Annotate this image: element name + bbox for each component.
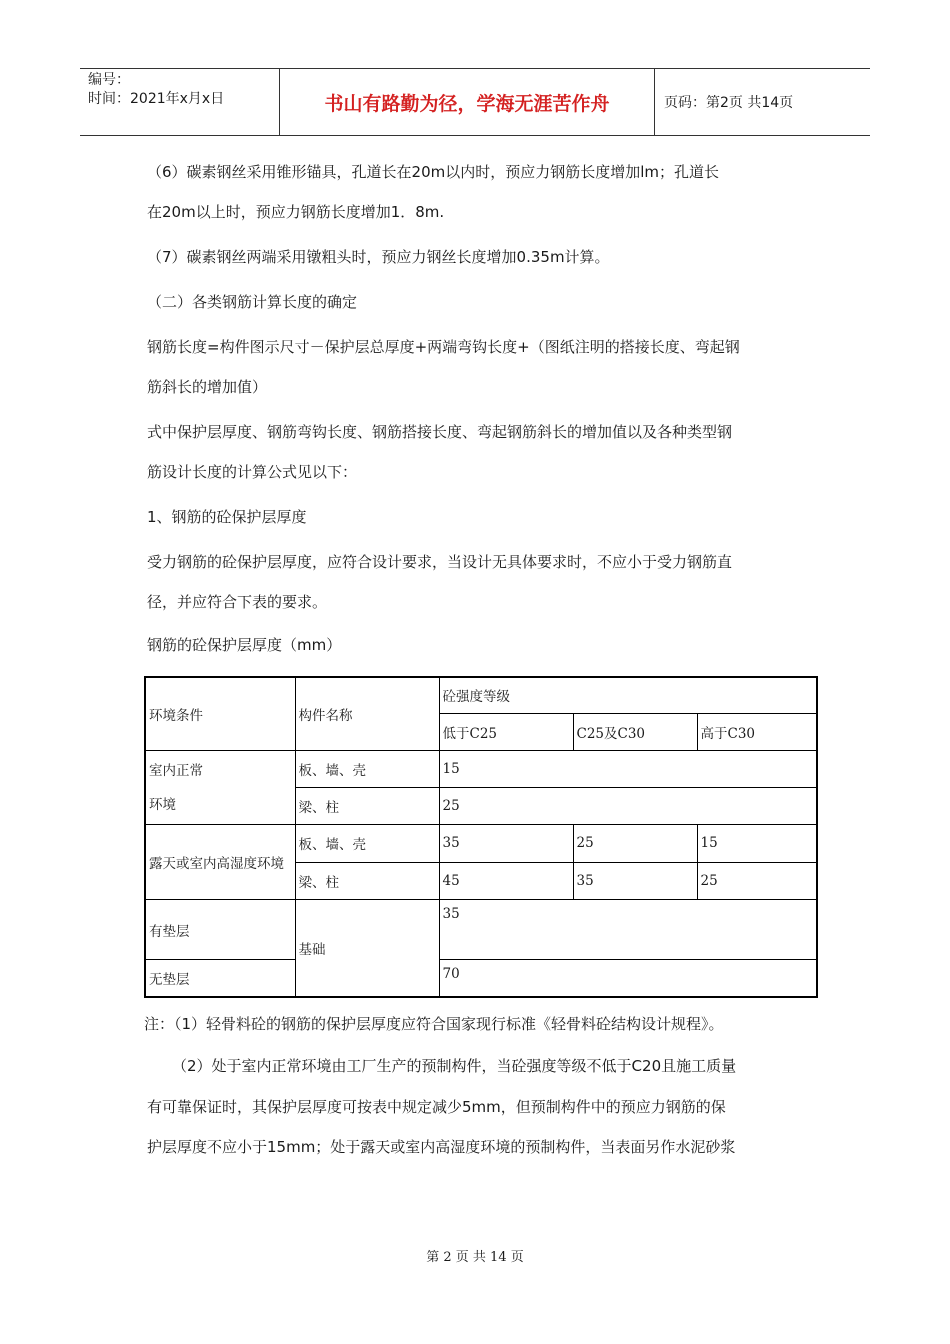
table-caption: 钢筋的砼保护层厚度（mm） [147,636,342,654]
paragraph-line: （6）碳素钢丝采用锥形锚具，孔道长在20m以内时，预应力钢筋长度增加lm；孔道长 [147,163,720,181]
note-line: 注：（1）轻骨料砼的钢筋的保护层厚度应符合国家现行标准《轻骨料砼结构设计规程》。 [144,1015,724,1033]
note-line: 有可靠保证时，其保护层厚度可按表中规定减少5mm，但预制构件中的预应力钢筋的保 [147,1098,726,1116]
cushion-without-cell: 无垫层 [145,960,295,997]
value-cell: 70 [439,960,817,997]
cushion-with-cell: 有垫层 [145,899,295,959]
member-cell: 板、墙、壳 [295,825,439,862]
header-high-cell: 高于C30 [697,713,817,750]
paragraph-line: 筋设计长度的计算公式见以下： [147,463,358,481]
subsection-heading: 1、钢筋的砼保护层厚度 [147,508,307,526]
indoor-env-line: 室内正常 [149,762,203,779]
paragraph-line: 在20m以上时，预应力钢筋长度增加1．8m. [147,203,445,221]
value-cell: 35 [439,899,817,959]
value-cell: 35 [439,825,573,862]
header-env-cell: 环境条件 [145,677,295,750]
value-cell: 25 [573,825,697,862]
header-page-info: 页码：第2页 共14页 [664,95,794,111]
member-cell: 梁、柱 [295,788,439,825]
header-member-cell: 构件名称 [295,677,439,750]
header-meta [80,69,280,135]
note-line: 护层厚度不应小于15mm；处于露天或室内高湿度环境的预制构件，当表面另作水泥砂浆 [147,1138,736,1156]
foundation-cell: 基础 [295,899,439,997]
value-cell: 25 [439,788,817,825]
value-cell: 15 [439,750,817,787]
paragraph-line: （7）碳素钢丝两端采用镦粗头时，预应力钢丝长度增加0.35m计算。 [147,248,610,266]
paragraph-line: 径，并应符合下表的要求。 [147,593,328,611]
indoor-env-cell [145,750,295,824]
paragraph-line: 筋斜长的增加值） [147,378,268,396]
paragraph-line: 受力钢筋的砼保护层厚度，应符合设计要求，当设计无具体要求时，不应小于受力钢筋直 [147,553,733,571]
cover-thickness-table [144,676,818,998]
member-cell: 板、墙、壳 [295,750,439,787]
value-cell: 35 [573,862,697,899]
doc-time-label: 时间：2021年x月x日 [88,91,225,107]
page-header [80,68,870,136]
header-slogan: 书山有路勤为径，学海无涯苦作舟 [280,69,655,135]
value-cell: 25 [697,862,817,899]
header-grade-cell: 砼强度等级 [439,677,817,713]
page-footer: 第 2 页 共 14 页 [426,1250,524,1265]
note-line: （2）处于室内正常环境由工厂生产的预制构件，当砼强度等级不低于C20且施工质量 [172,1057,737,1075]
outdoor-env-cell: 露天或室内高湿度环境 [145,825,295,899]
member-cell: 梁、柱 [295,862,439,899]
paragraph-line: 式中保护层厚度、钢筋弯钩长度、钢筋搭接长度、弯起钢筋斜长的增加值以及各种类型钢 [147,423,733,441]
paragraph-line: 钢筋长度=构件图示尺寸－保护层总厚度+两端弯钩长度+（图纸注明的搭接长度、弯起钢 [147,338,740,356]
header-mid-cell: C25及C30 [573,713,697,750]
section-heading: （二）各类钢筋计算长度的确定 [147,293,358,311]
value-cell: 15 [697,825,817,862]
header-low-cell: 低于C25 [439,713,573,750]
indoor-env-line: 环境 [149,796,176,813]
doc-number-label: 编号： [88,72,130,88]
value-cell: 45 [439,862,573,899]
